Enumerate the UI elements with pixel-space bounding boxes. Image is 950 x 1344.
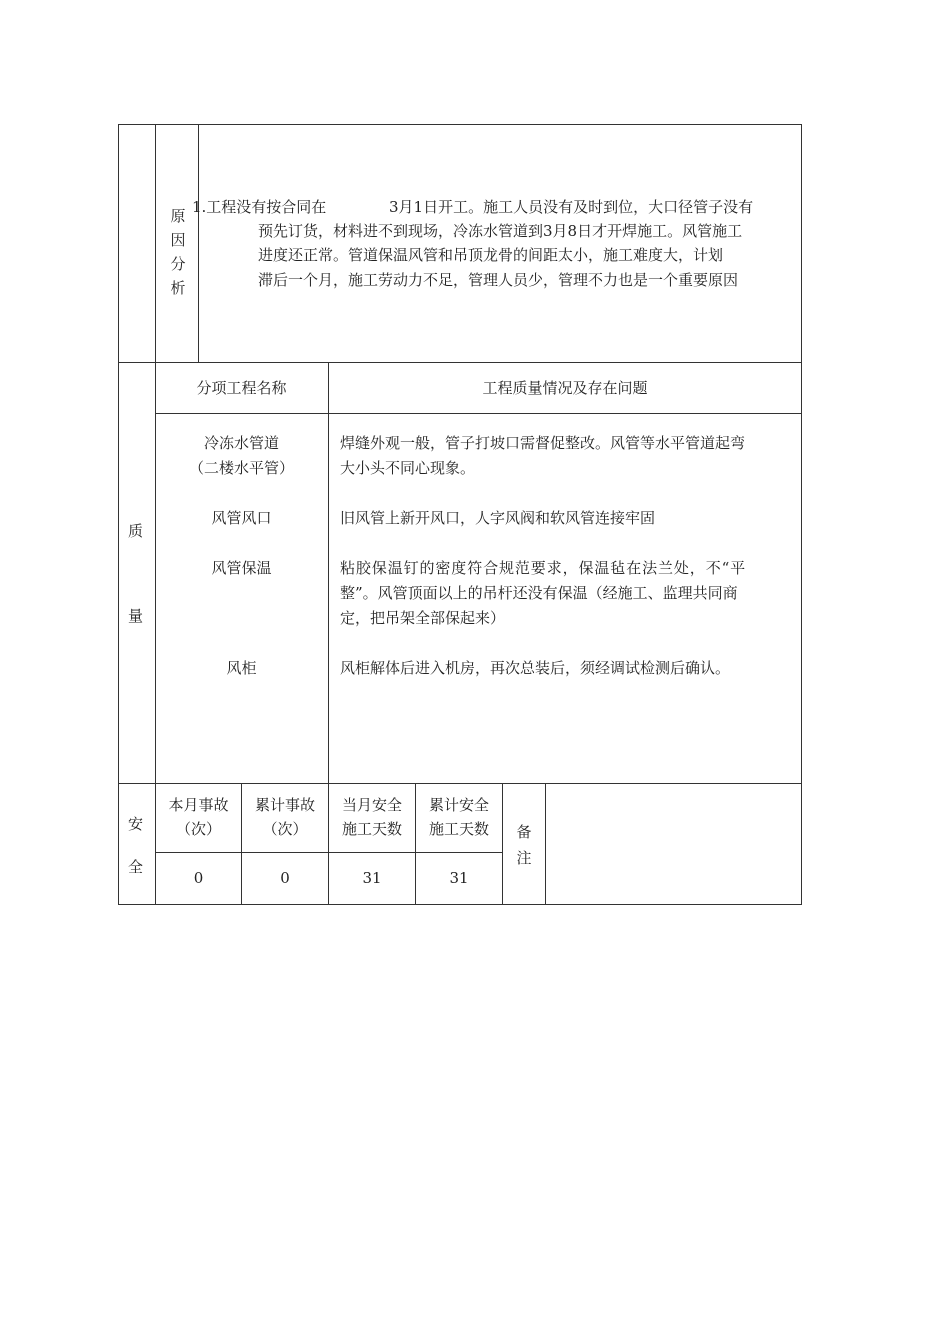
- safety-header-1-line-1: 本月事故: [168, 796, 229, 814]
- safety-header-2-line-1: 累计事故: [254, 796, 315, 814]
- safety-header-1-line-2: （次）: [175, 820, 221, 838]
- quality-item-3: 风管保温: [211, 559, 272, 577]
- quality-issue-3-line-1: 粘胶保温钉的密度符合规范要求，保温毡在法兰处，不“平: [340, 559, 747, 577]
- safety-col-divider-5: [545, 783, 546, 905]
- cause-line-4: 滞后一个月，施工劳动力不足，管理人员少，管理不力也是一个重要原因: [258, 271, 739, 289]
- quality-item-1: 冷冻水管道: [203, 434, 279, 452]
- cause-line-1a: 1.工程没有按合同在: [192, 198, 327, 216]
- safety-header-4-line-1: 累计安全: [428, 796, 489, 814]
- cause-line-2: 预先订货，材料进不到现场，冷冻水管道到3月8日才开焊施工。风管施工: [258, 222, 743, 240]
- quality-item-2: 风管风口: [211, 509, 272, 527]
- quality-item-4: 风柜: [226, 659, 257, 677]
- table-bottom-border: [118, 904, 802, 905]
- safety-label-bottom: 全: [128, 858, 144, 876]
- quality-item-header: 分项工程名称: [196, 379, 287, 397]
- quality-item-1-sub: （二楼水平管）: [188, 459, 294, 477]
- cause-inner-divider: [198, 124, 199, 362]
- safety-header-3-line-1: 当月安全: [341, 796, 402, 814]
- cause-line-1b: 3月1日开工。施工人员没有及时到位，大口径管子没有: [389, 198, 754, 216]
- quality-issue-2-line-1: 旧风管上新开风口，人字风阀和软风管连接牢固: [340, 509, 656, 527]
- safety-header-4-line-2: 施工天数: [428, 820, 489, 838]
- remark-label-bottom: 注: [516, 849, 532, 867]
- safety-header-2-line-2: （次）: [262, 820, 308, 838]
- safety-value-total-accidents: 0: [280, 869, 290, 887]
- quality-issue-1-line-1: 焊缝外观一般，管子打坡口需督促整改。风管等水平管道起弯: [340, 434, 746, 452]
- safety-value-total-safe-days: 31: [449, 869, 469, 887]
- cause-section-label: 原因分析: [170, 207, 186, 297]
- safety-header-3-line-2: 施工天数: [341, 820, 402, 838]
- remark-label-top: 备: [516, 823, 532, 841]
- quality-header-divider: [155, 413, 802, 414]
- quality-safety-divider: [118, 783, 802, 784]
- quality-label-bottom: 量: [128, 607, 144, 625]
- quality-issue-3-line-3: 定，把吊架全部保起来）: [340, 609, 506, 627]
- safety-header-divider: [155, 852, 503, 853]
- quality-issue-3-line-2: 整”。风管顶面以上的吊杆还没有保温（经施工、监理共同商: [340, 584, 738, 602]
- safety-col-divider-4: [502, 783, 503, 905]
- safety-label-top: 安: [128, 815, 144, 833]
- table-right-border: [801, 124, 802, 905]
- quality-issue-1-line-2: 大小头不同心现象。: [340, 459, 476, 477]
- quality-label-top: 质: [128, 522, 144, 540]
- quality-issue-4-line-1: 风柜解体后进入机房，再次总装后，须经调试检测后确认。: [340, 659, 731, 677]
- table-left-border: [118, 124, 119, 905]
- cause-quality-divider: [118, 362, 802, 363]
- cause-line-3: 进度还正常。管道保温风管和吊顶龙骨的间距太小，施工难度大，计划: [258, 246, 724, 264]
- table-top-border: [118, 124, 802, 125]
- safety-value-monthly-accidents: 0: [193, 869, 204, 887]
- safety-value-monthly-safe-days: 31: [362, 869, 382, 887]
- quality-issue-header: 工程质量情况及存在问题: [482, 379, 648, 397]
